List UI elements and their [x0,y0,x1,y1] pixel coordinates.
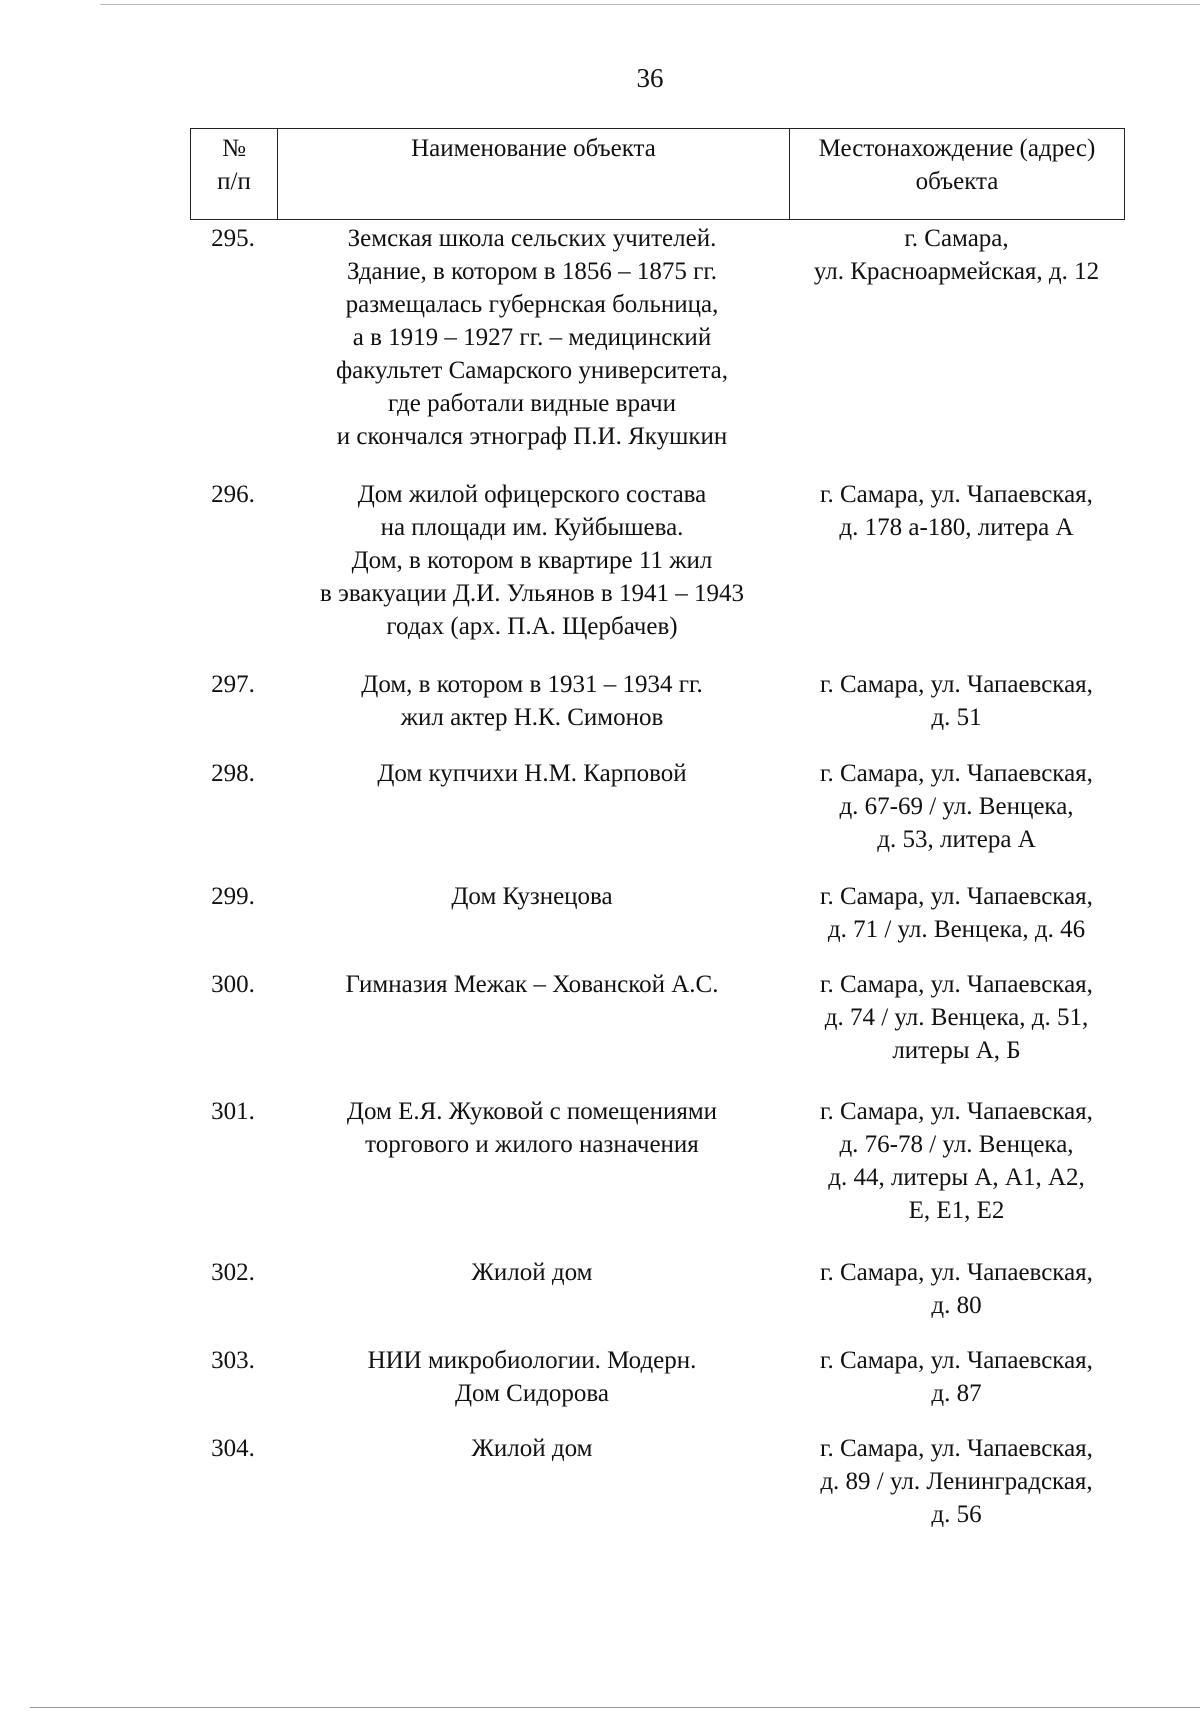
address-line: г. Самара, ул. Чапаевская, [820,671,1093,698]
object-name-line: а в 1919 – 1927 гг. – медицинский [352,324,712,351]
header-name-line: Наименование объекта [411,135,656,162]
address-line: ул. Красноармейская, д. 12 [813,258,1100,285]
object-name-line: Дом Сидорова [455,1380,609,1407]
address-line: г. Самара, [904,225,1009,252]
object-name-line: Здание, в котором в 1856 – 1875 гг. [346,258,718,285]
row-number: 298. [211,760,255,787]
object-name-line: Дом Кузнецова [451,883,613,910]
header-col-number [191,129,277,219]
address-line: г. Самара, ул. Чапаевская, [820,971,1093,998]
object-name-line: на площади им. Куйбышева. [380,514,684,541]
table-row [190,1095,1125,1227]
header-col-name [277,129,789,219]
address-line: д. 80 [931,1292,982,1319]
address-line: г. Самара, ул. Чапаевская, [820,1259,1093,1286]
row-number: 302. [211,1259,255,1286]
header-addr-line: Местонахождение (адрес) [818,135,1096,162]
table-row [190,478,1125,643]
scan-edge-bottom [30,1707,1200,1708]
object-name-line: Дом Е.Я. Жуковой с помещениями [346,1098,718,1125]
address-line: д. 178 а-180, литера А [839,514,1074,541]
object-name-line: НИИ микробиологии. Модерн. [367,1347,697,1374]
table-row [190,222,1125,453]
row-object-name [276,668,788,734]
object-name-line: Земская школа сельских учителей. [347,225,717,252]
object-name-line: Жилой дом [471,1259,593,1286]
row-object-name [276,1095,788,1227]
address-line: г. Самара, ул. Чапаевская, [820,883,1093,910]
address-line: г. Самара, ул. Чапаевская, [820,481,1093,508]
row-object-name [276,757,788,856]
object-name-line: Дом, в котором в квартире 11 жил [351,547,713,574]
row-object-name [276,968,788,1067]
address-line: д. 76-78 / ул. Венцека, [839,1131,1074,1158]
table-header [190,128,1125,220]
scan-edge-top [100,4,1200,5]
table-row [190,757,1125,856]
address-line: д. 56 [931,1501,982,1528]
row-number: 295. [211,225,255,252]
row-number: 300. [211,971,255,998]
object-name-line: факультет Самарского университета, [335,357,729,384]
row-object-name [276,1256,788,1322]
row-address [788,880,1125,946]
address-line: г. Самара, ул. Чапаевская, [820,760,1093,787]
row-number: 296. [211,481,255,508]
page-number: 36 [636,63,664,93]
object-name-line: Дом купчихи Н.М. Карповой [377,760,687,787]
object-name-line: где работали видные врачи [388,390,676,417]
object-name-line: торгового и жилого назначения [365,1131,699,1158]
row-number: 299. [211,883,255,910]
row-address [788,222,1125,453]
table-row [190,968,1125,1067]
row-number: 304. [211,1435,255,1462]
address-line: д. 87 [931,1380,982,1407]
row-number: 301. [211,1098,255,1125]
address-line: д. 67-69 / ул. Венцека, [839,793,1074,820]
row-address [788,968,1125,1067]
object-name-line: в эвакуации Д.И. Ульянов в 1941 – 1943 [320,580,744,607]
row-address [788,757,1125,856]
table-row [190,1256,1125,1322]
address-line: д. 51 [931,704,982,731]
row-object-name [276,1344,788,1410]
row-object-name [276,222,788,453]
address-line: г. Самара, ул. Чапаевская, [820,1098,1093,1125]
row-number: 303. [211,1347,255,1374]
address-line: д. 74 / ул. Венцека, д. 51, [824,1004,1089,1031]
row-object-name [276,478,788,643]
object-name-line: Дом, в котором в 1931 – 1934 гг. [361,671,703,698]
table-row [190,880,1125,946]
address-line: г. Самара, ул. Чапаевская, [820,1347,1093,1374]
address-line: д. 44, литеры А, А1, А2, [828,1164,1085,1191]
header-addr-line: объекта [915,168,999,195]
row-address [788,1256,1125,1322]
address-line: Е, Е1, Е2 [908,1197,1005,1224]
row-address [788,1344,1125,1410]
address-line: литеры А, Б [892,1037,1021,1064]
object-name-line: и скончался этнограф П.И. Якушкин [336,423,728,450]
row-address [788,1095,1125,1227]
address-line: д. 71 / ул. Венцека, д. 46 [827,916,1086,943]
object-name-line: годах (арх. П.А. Щербачев) [386,613,678,640]
address-line: д. 89 / ул. Ленинградская, [820,1468,1093,1495]
row-object-name [276,880,788,946]
header-num-line: п/п [217,168,251,195]
object-name-line: Гимназия Межак – Хованской А.С. [345,971,719,998]
table-row [190,668,1125,734]
row-address [788,668,1125,734]
row-number: 297. [211,671,255,698]
row-object-name [276,1432,788,1531]
row-address [788,478,1125,643]
address-line: д. 53, литера А [877,826,1036,853]
table-row [190,1344,1125,1410]
table-row [190,1432,1125,1531]
address-line: г. Самара, ул. Чапаевская, [820,1435,1093,1462]
header-num-line: № [222,135,246,162]
object-name-line: размещалась губернская больница, [345,291,719,318]
header-col-address [789,129,1124,219]
object-name-line: Дом жилой офицерского состава [357,481,707,508]
object-name-line: Жилой дом [471,1435,593,1462]
row-address [788,1432,1125,1531]
object-name-line: жил актер Н.К. Симонов [400,704,664,731]
